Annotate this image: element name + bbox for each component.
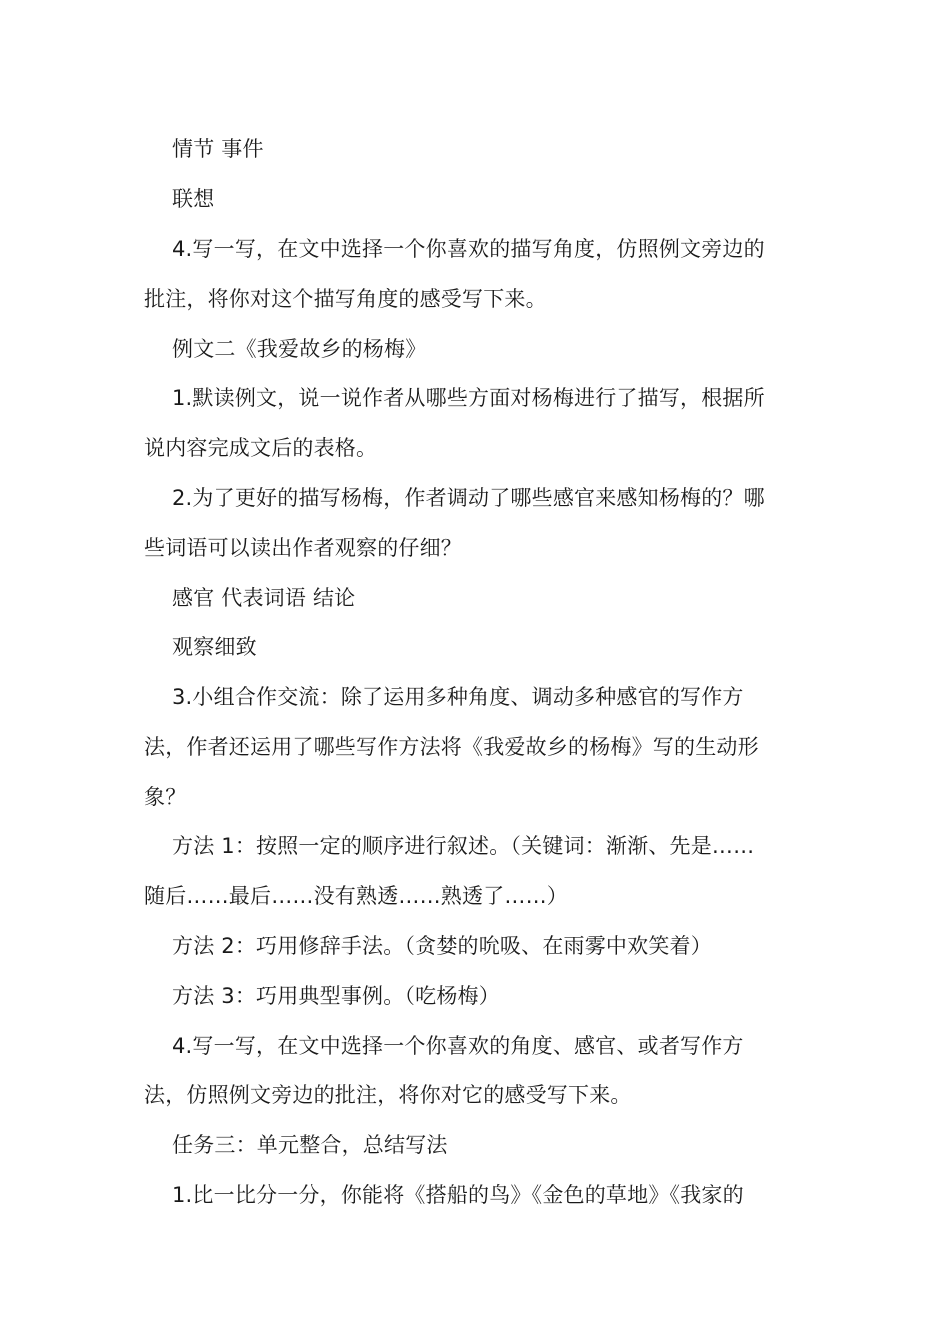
- text-line: 方法 1：按照一定的顺序进行叙述。（关键词：渐渐、先是……: [172, 834, 755, 858]
- text-line: 4.写一写，在文中选择一个你喜欢的角度、感官、或者写作方: [172, 1034, 744, 1058]
- text-line: 3.小组合作交流：除了运用多种角度、调动多种感官的写作方: [172, 685, 744, 709]
- text-line: 批注，将你对这个描写角度的感受写下来。: [144, 287, 547, 311]
- text-line: 2.为了更好的描写杨梅，作者调动了哪些感官来感知杨梅的？哪: [172, 486, 765, 510]
- table-header-line: 感官 代表词语 结论: [172, 586, 356, 610]
- text-line: 观察细致: [172, 635, 257, 659]
- text-line: 说内容完成文后的表格。: [144, 436, 378, 460]
- text-line: 些词语可以读出作者观察的仔细？: [144, 536, 462, 560]
- text-line: 随后……最后……没有熟透……熟透了……）: [144, 884, 568, 908]
- text-line: 4.写一写，在文中选择一个你喜欢的描写角度，仿照例文旁边的: [172, 237, 765, 261]
- text-line: 联想: [172, 187, 215, 211]
- text-line: 1.默读例文，说一说作者从哪些方面对杨梅进行了描写，根据所: [172, 386, 765, 410]
- text-line: 象？: [144, 785, 187, 809]
- section-heading: 例文二《我爱故乡的杨梅》: [172, 337, 427, 361]
- text-line: 情节 事件: [172, 137, 264, 161]
- text-line: 方法 2：巧用修辞手法。（贪婪的吮吸、在雨雾中欢笑着）: [172, 934, 712, 958]
- text-line: 法，作者还运用了哪些写作方法将《我爱故乡的杨梅》写的生动形: [144, 735, 759, 759]
- text-line: 1.比一比分一分，你能将《搭船的鸟》《金色的草地》《我家的: [172, 1183, 744, 1207]
- text-line: 方法 3：巧用典型事例。（吃杨梅）: [172, 984, 500, 1008]
- text-line: 法，仿照例文旁边的批注，将你对它的感受写下来。: [144, 1083, 632, 1107]
- section-heading: 任务三：单元整合，总结写法: [172, 1133, 448, 1157]
